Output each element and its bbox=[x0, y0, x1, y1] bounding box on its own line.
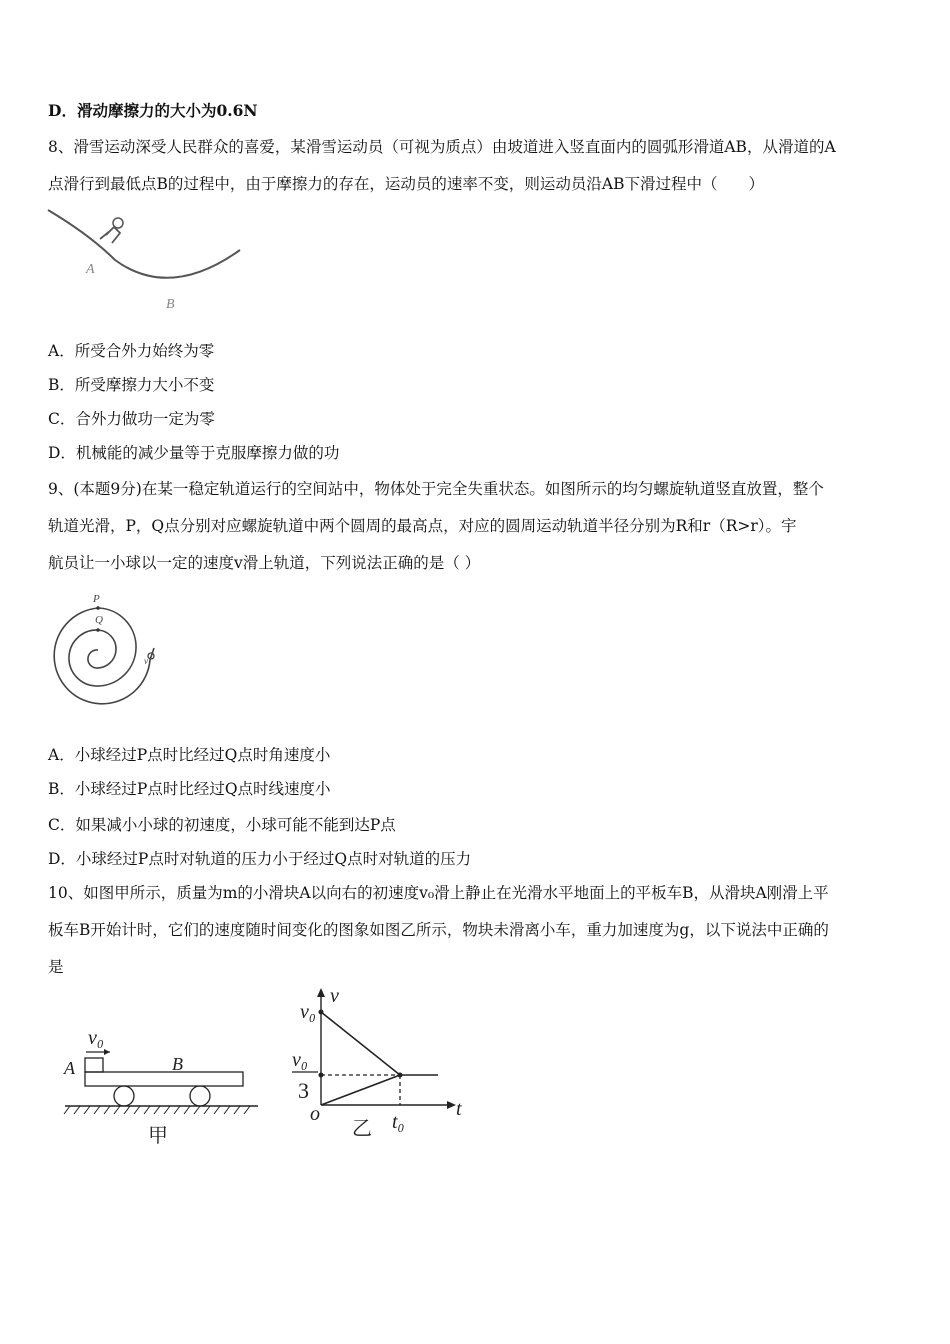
jia-caption: 甲 bbox=[148, 1125, 168, 1147]
q8-stem-line1: 8、滑雪运动深受人民群众的喜爱，某滑雪运动员（可视为质点）由坡道进入竖直面内的圆弧形滑道AB，从滑道的A bbox=[48, 138, 836, 156]
q10-stem-line3: 是 bbox=[48, 958, 64, 976]
q9-stem-line1: 9、(本题9分)在某一稳定轨道运行的空间站中，物体处于完全失重状态。如图所示的均匀螺旋轨道竖直放置，整个 bbox=[48, 480, 824, 498]
q10-figure-jia bbox=[60, 1022, 270, 1147]
q8-option-c: C．合外力做功一定为零 bbox=[48, 410, 215, 428]
q8-figure-slope bbox=[40, 205, 255, 315]
q9-label-q: Q bbox=[95, 614, 103, 626]
jia-label-b: B bbox=[172, 1054, 183, 1074]
q9-label-p: P bbox=[93, 593, 100, 605]
yi-line-b bbox=[321, 1075, 400, 1105]
yi-x-label: t bbox=[456, 1098, 462, 1120]
yi-v0-tick: v₀ bbox=[300, 1001, 316, 1023]
jia-wheel-right bbox=[190, 1086, 210, 1106]
q9-label-v: v bbox=[144, 656, 148, 666]
q9-stem-line2: 轨道光滑，P，Q点分别对应螺旋轨道中两个圆周的最高点，对应的圆周运动轨道半径分别为R和r（R>r）。宇 bbox=[48, 517, 797, 535]
q10-stem-line2: 板车B开始计时，它们的速度随时间变化的图象如图乙所示，物块未滑离小车，重力加速度为g，以下说法中正确的 bbox=[48, 921, 829, 939]
yi-fraction-den: 3 bbox=[298, 1078, 309, 1103]
q8-label-b: B bbox=[166, 297, 175, 312]
yi-v0-frac-num: v₀ bbox=[292, 1049, 308, 1071]
q8-option-a: A．所受合外力始终为零 bbox=[48, 342, 215, 360]
q9-option-c: C．如果减小小球的初速度，小球可能不能到达P点 bbox=[48, 816, 396, 834]
q10-stem-line1: 10、如图甲所示，质量为m的小滑块A以向右的初速度v₀滑上静止在光滑水平地面上的平板车B，从滑块A刚滑上平 bbox=[48, 884, 829, 902]
jia-wheel-left bbox=[114, 1086, 134, 1106]
q8-slope-curve bbox=[48, 210, 240, 278]
jia-v0-label: v₀ bbox=[88, 1027, 104, 1049]
jia-label-a: A bbox=[64, 1058, 75, 1078]
yi-y-label: v bbox=[330, 985, 339, 1007]
q9-option-d: D．小球经过P点时对轨道的压力小于经过Q点时对轨道的压力 bbox=[48, 850, 472, 868]
jia-plank-b bbox=[85, 1072, 243, 1086]
q8-stem-line2: 点滑行到最低点B的过程中，由于摩擦力的存在，运动员的速率不变，则运动员沿AB下滑过程中（ ） bbox=[48, 175, 764, 193]
q9-stem-line3: 航员让一小球以一定的速度v滑上轨道，下列说法正确的是（ ） bbox=[48, 554, 481, 572]
q8-option-b: B．所受摩擦力大小不变 bbox=[48, 376, 215, 394]
q9-figure-spiral bbox=[50, 590, 170, 715]
q10-figure-yi bbox=[288, 980, 478, 1140]
jia-block-a bbox=[85, 1058, 103, 1072]
q7-option-d: D．滑动摩擦力的大小为0.6N bbox=[48, 101, 258, 120]
q9-option-b: B．小球经过P点时比经过Q点时线速度小 bbox=[48, 780, 331, 798]
yi-caption: 乙 bbox=[352, 1118, 372, 1140]
yi-t0: t₀ bbox=[392, 1111, 405, 1133]
q8-option-d: D．机械能的减少量等于克服摩擦力做的功 bbox=[48, 444, 340, 462]
q8-label-a: A bbox=[86, 262, 95, 277]
skier-icon bbox=[100, 218, 123, 243]
yi-origin: o bbox=[310, 1103, 320, 1125]
yi-line-a bbox=[321, 1012, 400, 1075]
q9-option-a: A．小球经过P点时比经过Q点时角速度小 bbox=[48, 746, 331, 764]
